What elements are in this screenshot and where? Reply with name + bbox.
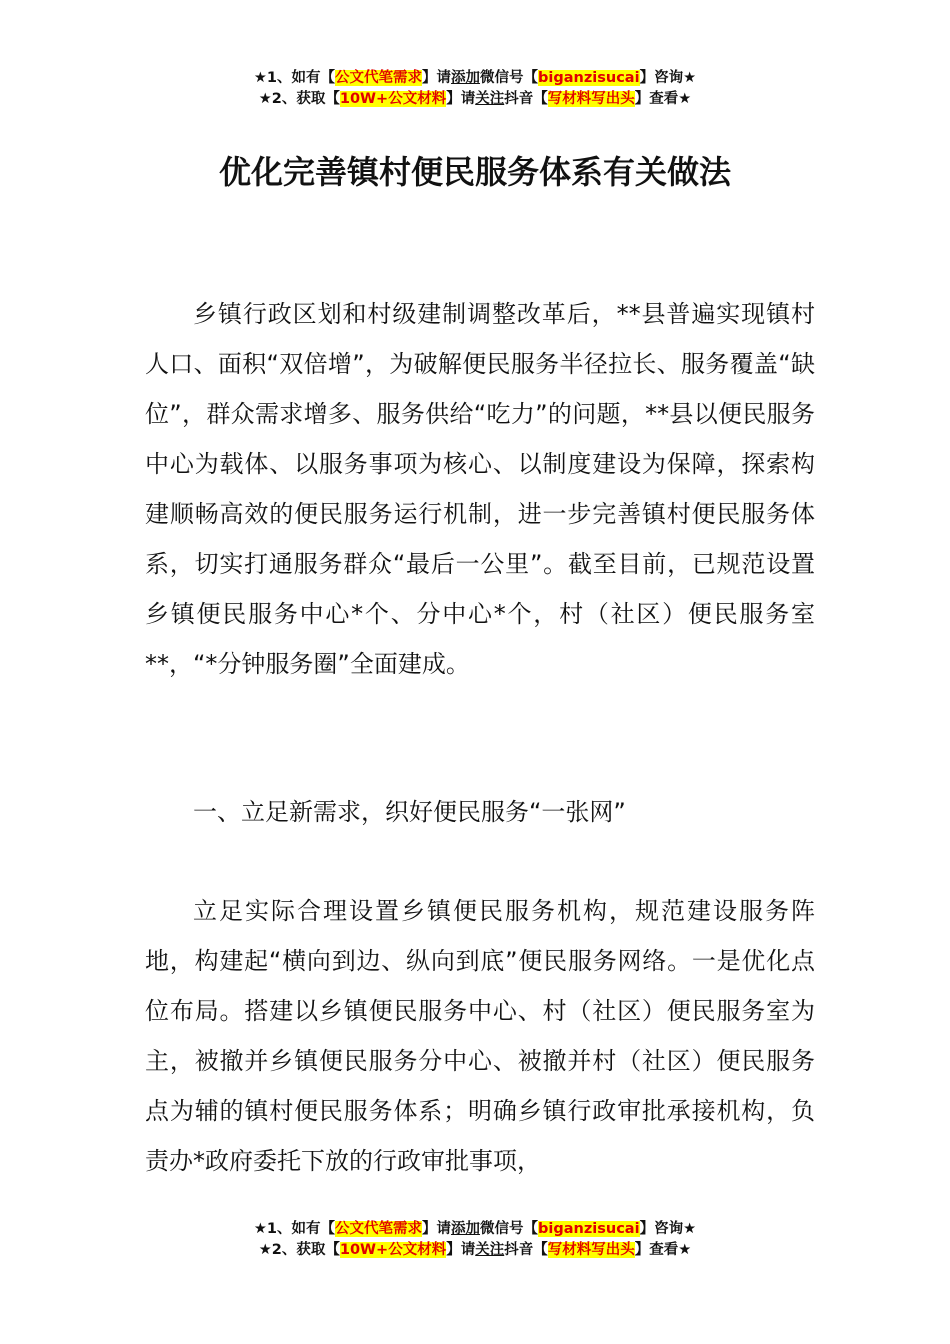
section-heading-1: 一、立足新需求，织好便民服务“一张网” — [193, 798, 626, 826]
banner-line-1: ★1、如有【公文代笔需求】请添加微信号【biganzisucai】咨询★ — [253, 1221, 697, 1237]
highlight-service: 公文代笔需求 — [335, 70, 423, 86]
banner-line-2: ★2、获取【10W+公文材料】请关注抖音【写材料写出头】查看★ — [258, 1242, 692, 1258]
footer-banner — [0, 1219, 950, 1261]
paragraph-intro: 乡镇行政区划和村级建制调整改革后，**县普遍实现镇村人口、面积“双倍增”，为破解便民服务半径拉长、服务覆盖“缺位”，群众需求增多、服务供给“吃力”的问题，**县以便民服务中心为载体、以服务事项为核心、以制度建设为保障，探索构建顺畅高效的便民服务运行机制，进一步完善镇村便民服务体系，切实打通服务群众“最后一公里”。截至目前，已规范设置乡镇便民服务中心*个、分中心*个，村（社区）便民服务室**，“*分钟服务圈”全面建成。 — [145, 300, 815, 678]
highlight-wechat-id: biganzisucai — [538, 1221, 640, 1237]
highlight-douyin-account: 写材料写出头 — [547, 1242, 635, 1258]
header-banner — [0, 68, 950, 110]
highlight-wechat-id: biganzisucai — [538, 70, 640, 86]
banner-line-2: ★2、获取【10W+公文材料】请关注抖音【写材料写出头】查看★ — [258, 91, 692, 107]
document-title: 优化完善镇村便民服务体系有关做法 — [218, 153, 731, 191]
highlight-materials: 10W+公文材料 — [339, 1242, 447, 1258]
highlight-materials: 10W+公文材料 — [339, 91, 447, 107]
highlight-service: 公文代笔需求 — [335, 1221, 423, 1237]
paragraph-section-1: 立足实际合理设置乡镇便民服务机构，规范建设服务阵地，构建起“横向到边、纵向到底”便民服务网络。一是优化点位布局。搭建以乡镇便民服务中心、村（社区）便民服务室为主，被撤并乡镇便民服务分中心、被撤并村（社区）便民服务点为辅的镇村便民服务体系；明确乡镇行政审批承接机构，负责办*政府委托下放的行政审批事项， — [145, 897, 815, 1175]
banner-line-1: ★1、如有【公文代笔需求】请添加微信号【biganzisucai】咨询★ — [253, 70, 697, 86]
highlight-douyin-account: 写材料写出头 — [547, 91, 635, 107]
